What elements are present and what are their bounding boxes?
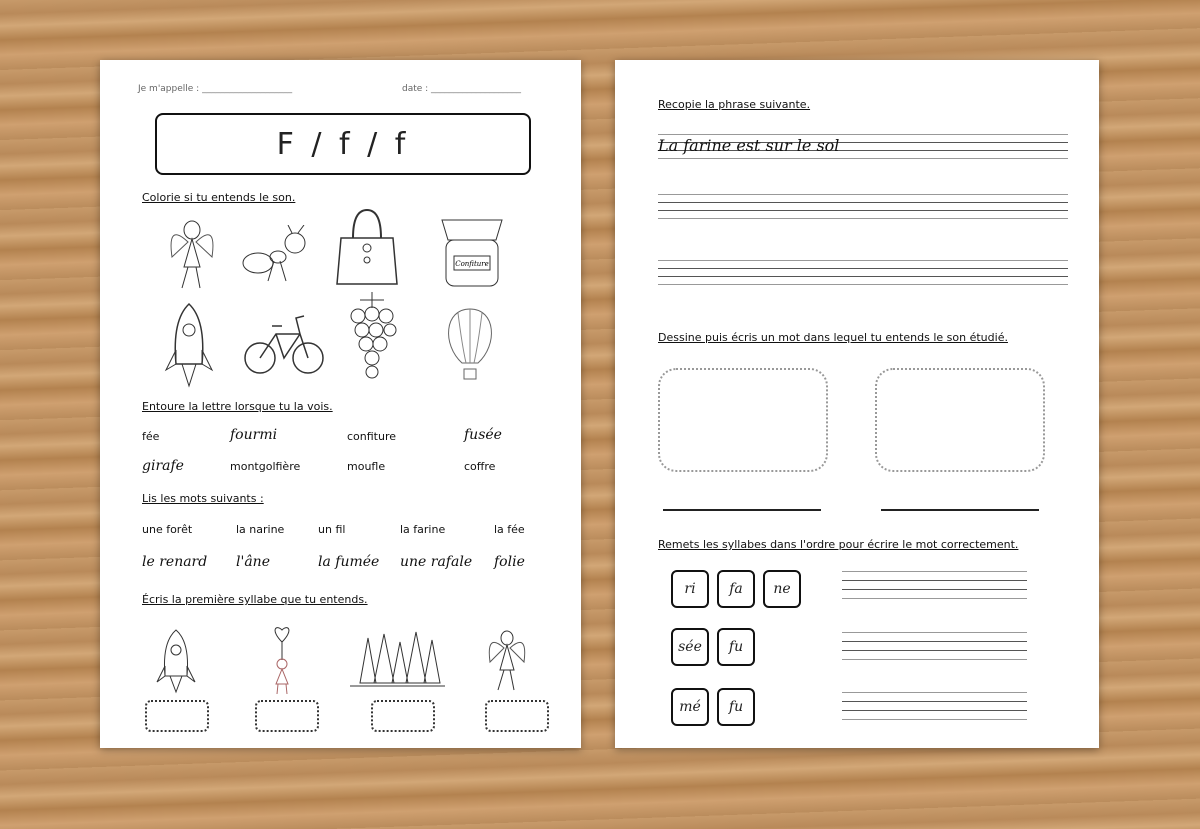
section-order-heading: Remets les syllabes dans l'ordre pour écrire le mot correctement. — [658, 538, 1019, 551]
writing-line[interactable] — [842, 659, 1027, 660]
writing-line[interactable] — [842, 632, 1027, 633]
circle-word: moufle — [347, 460, 386, 473]
writing-line[interactable] — [842, 571, 1027, 572]
read-word-cursive: l'âne — [236, 554, 270, 570]
read-word: la farine — [400, 523, 446, 536]
section-syllable-heading: Écris la première syllabe que tu entends. — [142, 593, 368, 606]
read-word: un fil — [318, 523, 346, 536]
writing-line — [658, 158, 1068, 159]
writing-line[interactable] — [658, 276, 1068, 277]
writing-line[interactable] — [658, 268, 1068, 269]
syllable-tile[interactable]: fu — [717, 688, 755, 726]
syllable-tile[interactable]: fa — [717, 570, 755, 608]
syllable-tile[interactable]: ne — [763, 570, 801, 608]
writing-line[interactable] — [842, 710, 1027, 711]
writing-line[interactable] — [842, 701, 1027, 702]
writing-line[interactable] — [842, 580, 1027, 581]
syllable-tile[interactable]: fu — [717, 628, 755, 666]
writing-line[interactable] — [842, 692, 1027, 693]
writing-line[interactable] — [842, 641, 1027, 642]
read-word-cursive: le renard — [142, 554, 208, 570]
answer-line[interactable] — [881, 509, 1039, 511]
section-circle-heading: Entoure la lettre lorsque tu la vois. — [142, 400, 333, 413]
answer-box[interactable] — [485, 700, 549, 732]
writing-line[interactable] — [658, 202, 1068, 203]
worksheet-page-left — [100, 60, 581, 748]
jam-label: Confiture — [455, 260, 489, 268]
circle-word: fusée — [464, 427, 502, 443]
syllable-tile[interactable]: mé — [671, 688, 709, 726]
read-word: la narine — [236, 523, 285, 536]
writing-line[interactable] — [842, 598, 1027, 599]
circle-word: montgolfière — [230, 460, 301, 473]
rocket-icon — [152, 626, 200, 696]
answer-box[interactable] — [145, 700, 209, 732]
hot-air-balloon-icon — [440, 305, 500, 385]
read-word-cursive: folie — [494, 554, 525, 570]
forest-icon — [350, 628, 445, 690]
date-label: date : ____________________ — [402, 84, 522, 94]
writing-line[interactable] — [842, 650, 1027, 651]
read-word-cursive: une rafale — [400, 554, 473, 570]
circle-word: confiture — [347, 430, 397, 443]
ant-icon — [240, 225, 315, 285]
worksheet-page-right — [615, 60, 1099, 748]
writing-line — [658, 134, 1068, 135]
read-word: la fée — [494, 523, 525, 536]
jam-jar-icon — [432, 210, 512, 290]
writing-line[interactable] — [658, 210, 1068, 211]
name-label: Je m'appelle : ____________________ — [138, 84, 293, 94]
drawing-box[interactable] — [658, 368, 828, 472]
circle-word: fée — [142, 430, 160, 443]
answer-box[interactable] — [371, 700, 435, 732]
answer-box[interactable] — [255, 700, 319, 732]
circle-word: coffre — [464, 460, 496, 473]
syllable-tile[interactable]: sée — [671, 628, 709, 666]
section-copy-heading: Recopie la phrase suivante. — [658, 98, 811, 111]
section-read-heading: Lis les mots suivants : — [142, 492, 264, 505]
writing-line[interactable] — [658, 260, 1068, 261]
syllable-tile[interactable]: ri — [671, 570, 709, 608]
page-title: F / f / f — [155, 113, 531, 175]
read-word-cursive: la fumée — [318, 554, 380, 570]
fairy-icon — [162, 212, 222, 292]
read-word: une forêt — [142, 523, 193, 536]
writing-line[interactable] — [658, 284, 1068, 285]
writing-line[interactable] — [842, 719, 1027, 720]
writing-line[interactable] — [658, 218, 1068, 219]
bicycle-icon — [242, 298, 327, 383]
circle-word: girafe — [142, 458, 184, 474]
writing-line[interactable] — [842, 589, 1027, 590]
circle-word: fourmi — [230, 427, 278, 443]
handbag-icon — [335, 208, 400, 288]
drawing-box[interactable] — [875, 368, 1045, 472]
section-draw-heading: Dessine puis écris un mot dans lequel tu entends le son étudié. — [658, 331, 1008, 344]
balloon-girl-icon — [262, 624, 302, 696]
answer-line[interactable] — [663, 509, 821, 511]
fairy-icon — [482, 624, 532, 696]
grapes-icon — [342, 290, 402, 385]
model-sentence: La farine est sur le sol — [658, 136, 840, 155]
rocket-icon — [162, 300, 217, 390]
section-color-heading: Colorie si tu entends le son. — [142, 191, 296, 204]
writing-line[interactable] — [658, 194, 1068, 195]
